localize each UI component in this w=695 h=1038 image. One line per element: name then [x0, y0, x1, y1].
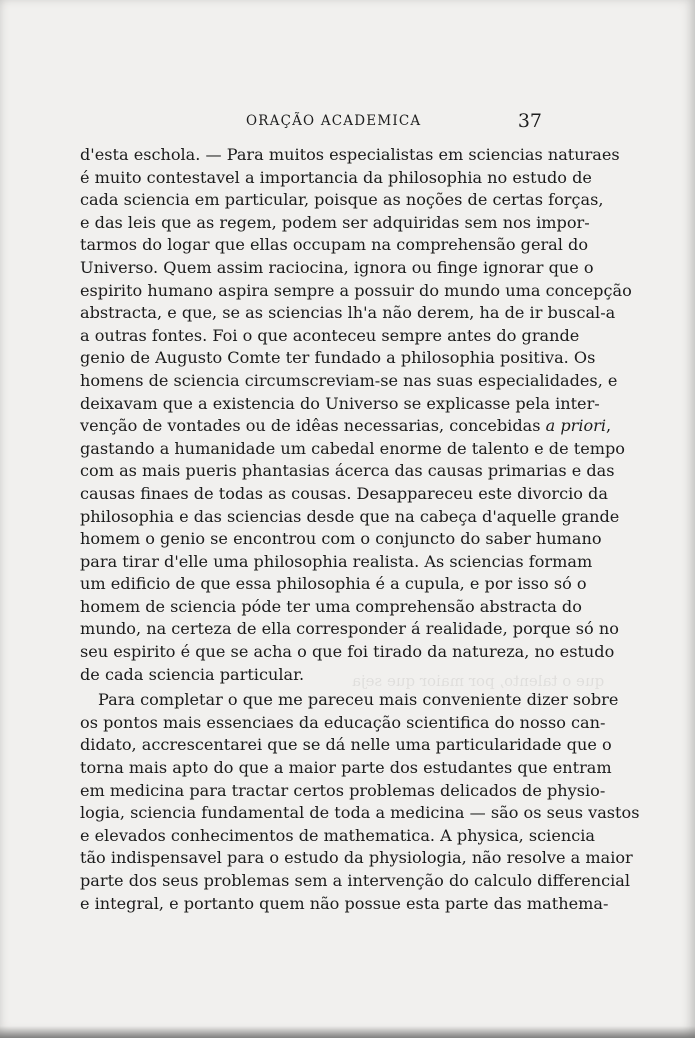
- text-line: em medicina para tractar certos problemas delicados de physio-: [80, 780, 606, 800]
- show-through-text: que o talento, por maior que seja: [352, 672, 605, 690]
- running-title: ORAÇÃO ACADEMICA: [246, 113, 422, 129]
- page-header: [246, 110, 542, 132]
- text-line: tão indispensavel para o estudo da physiologia, não resolve a maior: [80, 848, 633, 868]
- text-line: de cada sciencia particular.: [80, 664, 305, 684]
- paragraph-1: [80, 144, 632, 686]
- text-line: homem de sciencia póde ter uma comprehensão abstracta do: [80, 596, 582, 616]
- text-line: homens de sciencia circumscreviam-se nas suas especialidades, e: [80, 370, 618, 390]
- text-line: Para completar o que me pareceu mais conveniente dizer sobre: [98, 690, 619, 710]
- text-line: seu espirito é que se acha o que foi tirado da natureza, no estudo: [80, 642, 615, 662]
- text-line: deixavam que a existencia do Universo se explicasse pela inter-: [80, 393, 600, 413]
- text-line: um edificio de que essa philosophia é a cupula, e por isso só o: [80, 574, 587, 594]
- text-line: genio de Augusto Comte ter fundado a philosophia positiva. Os: [80, 348, 596, 368]
- text-line: Universo. Quem assim raciocina, ignora ou finge ignorar que o: [80, 257, 594, 277]
- text-line: abstracta, e que, se as sciencias lh'a não derem, ha de ir buscal-a: [80, 303, 616, 323]
- text-line: cada sciencia em particular, poisque as noções de certas forças,: [80, 190, 604, 210]
- text-line: mundo, na certeza de ella corresponder á realidade, porque só no: [80, 619, 619, 639]
- text-line: homem o genio se encontrou com o conjuncto do saber humano: [80, 529, 602, 549]
- text-line: espirito humano aspira sempre a possuir do mundo uma concepção: [80, 280, 632, 300]
- text-line: parte dos seus problemas sem a intervenção do calculo differencial: [80, 871, 631, 890]
- text-line: philosophia e das sciencias desde que na cabeça d'aquelle grande: [80, 506, 620, 526]
- text-line: os pontos mais essenciaes da educação scientifica do nosso can-: [80, 712, 606, 732]
- text-line: e das leis que as regem, podem ser adquiridas sem nos impor-: [80, 212, 590, 232]
- text-line: didato, accrescentarei que se dá nelle uma particularidade que o: [80, 735, 612, 755]
- text-line: causas finaes de todas as cousas. Desappareceu este divorcio da: [80, 483, 608, 503]
- text-line: venção de vontades ou de idêas necessarias, concebidas a priori,: [80, 416, 612, 436]
- text-line: gastando a humanidade um cabedal enorme de talento e de tempo: [80, 438, 625, 458]
- body-text: [80, 144, 640, 915]
- text-line: e integral, e portanto quem não possue esta parte das mathema-: [80, 893, 609, 913]
- text-line: com as mais pueris phantasias ácerca das causas primarias e das: [80, 461, 615, 481]
- text-line: é muito contestavel a importancia da philosophia no estudo de: [80, 167, 592, 187]
- italic-term: a priori: [545, 416, 606, 436]
- paragraph-2: [80, 689, 640, 915]
- text-line: d'esta eschola. — Para muitos especialistas em sciencias naturaes: [80, 145, 620, 164]
- text-line: logia, sciencia fundamental de toda a medicina — são os seus vastos: [80, 803, 640, 823]
- page-edge-shadow: [0, 1026, 695, 1038]
- text-line: para tirar d'elle uma philosophia realista. As sciencias formam: [80, 551, 593, 571]
- text-line: tarmos do logar que ellas occupam na comprehensão geral do: [80, 235, 589, 255]
- page-number: 37: [517, 110, 542, 132]
- text-line: a outras fontes. Foi o que aconteceu sempre antes do grande: [80, 325, 580, 345]
- text-line: e elevados conhecimentos de mathematica. A physica, sciencia: [80, 825, 595, 845]
- text-line: torna mais apto do que a maior parte dos estudantes que entram: [80, 758, 612, 778]
